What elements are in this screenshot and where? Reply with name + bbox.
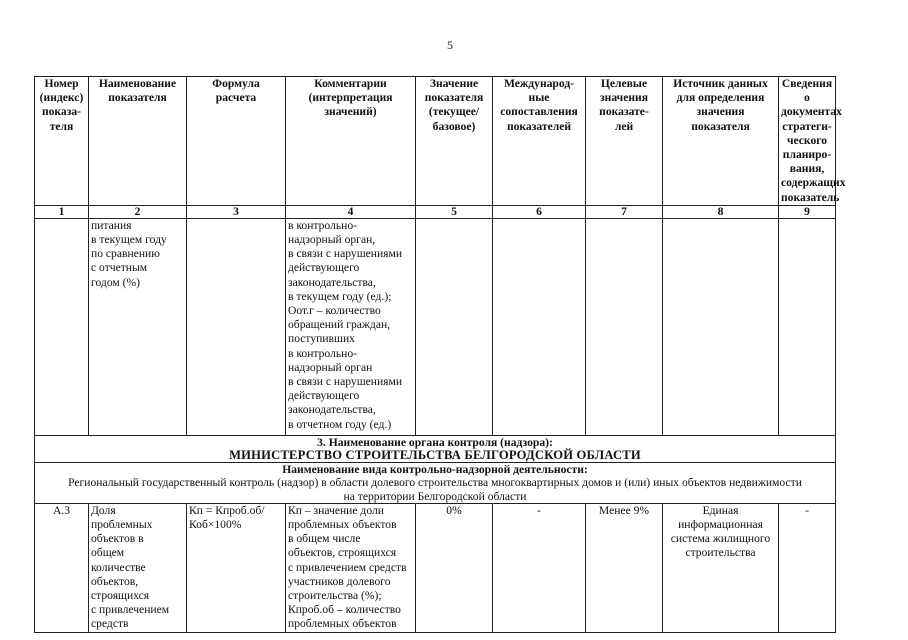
section-cell <box>35 435 836 462</box>
column-number-row <box>35 205 836 218</box>
activity-row <box>35 463 836 504</box>
header-formula: Формула расчета <box>187 77 286 206</box>
page-number: 5 <box>447 38 453 52</box>
column-number: 2 <box>89 205 187 218</box>
header-comment: Комментарии (интерпретация значений) <box>286 77 416 206</box>
cell-empty <box>493 218 586 435</box>
cell-empty <box>416 218 493 435</box>
row-target: Менее 9% <box>586 503 663 632</box>
indicators-table <box>34 76 846 633</box>
column-number: 7 <box>586 205 663 218</box>
row-source: Единая информационная система жилищного строительства <box>663 503 779 632</box>
cell-empty <box>187 218 286 435</box>
section-row <box>35 435 836 462</box>
cell-empty <box>35 218 89 435</box>
column-number: 3 <box>187 205 286 218</box>
row-index: А.3 <box>35 503 89 632</box>
header-index: Номер (индекс) показа- теля <box>35 77 89 206</box>
header-name: Наименование показателя <box>89 77 187 206</box>
header-row <box>35 77 836 206</box>
section-heading: 3. Наименование органа контроля (надзора): <box>317 435 553 449</box>
row-formula: Кп = Кпроб.об/ Коб×100% <box>187 503 286 632</box>
column-number: 9 <box>779 205 836 218</box>
column-number: 8 <box>663 205 779 218</box>
ministry-name: МИНИСТЕРСТВО СТРОИТЕЛЬСТВА БЕЛГОРОДСКОЙ ОБЛАСТИ <box>229 448 641 463</box>
cell-empty <box>663 218 779 435</box>
continuation-row <box>35 218 836 435</box>
cell-empty <box>586 218 663 435</box>
row-documents: - <box>779 503 836 632</box>
header-international: Международ- ные сопоставления показателей <box>493 77 586 206</box>
row-comment: Кп – значение доли проблемных объектов в общем числе объектов, строящихся с привлечением средств участников долевого строительства (%); Кпроб.об – количество проблемных объектов <box>286 503 416 632</box>
row-international: - <box>493 503 586 632</box>
continuation-name: питания в текущем году по сравнению с отчетным годом (%) <box>89 218 187 435</box>
header-value: Значение показателя (текущее/ базовое) <box>416 77 493 206</box>
header-documents: Сведения о документах стратеги- ческого планиро- вания, содержащих показатель <box>779 77 836 206</box>
row-value: 0% <box>416 503 493 632</box>
activity-title: Наименование вида контрольно-надзорной деятельности: <box>282 463 588 477</box>
table-row <box>35 503 836 632</box>
cell-empty <box>779 218 836 435</box>
column-number: 6 <box>493 205 586 218</box>
column-number: 5 <box>416 205 493 218</box>
activity-cell <box>35 463 836 504</box>
activity-text: Региональный государственный контроль (надзор) в области долевого строительства многоквартирных домов и (или) иных объектов недвижимости на территории Белгородской области <box>68 476 802 503</box>
column-number: 1 <box>35 205 89 218</box>
header-target: Целевые значения показате- лей <box>586 77 663 206</box>
continuation-comment: в контрольно- надзорный орган, в связи с нарушениями действующего законодательства, в текущем году (ед.); Оот.г – количество обращений граждан, поступивших в контрольно- надзорный орган в связи с нарушениями действующего законодательства, в отчетном году (ед.) <box>286 218 416 435</box>
column-number: 4 <box>286 205 416 218</box>
header-source: Источник данных для определения значения показателя <box>663 77 779 206</box>
row-name: Доля проблемных объектов в общем количестве объектов, строящихся с привлечением средств <box>89 503 187 632</box>
